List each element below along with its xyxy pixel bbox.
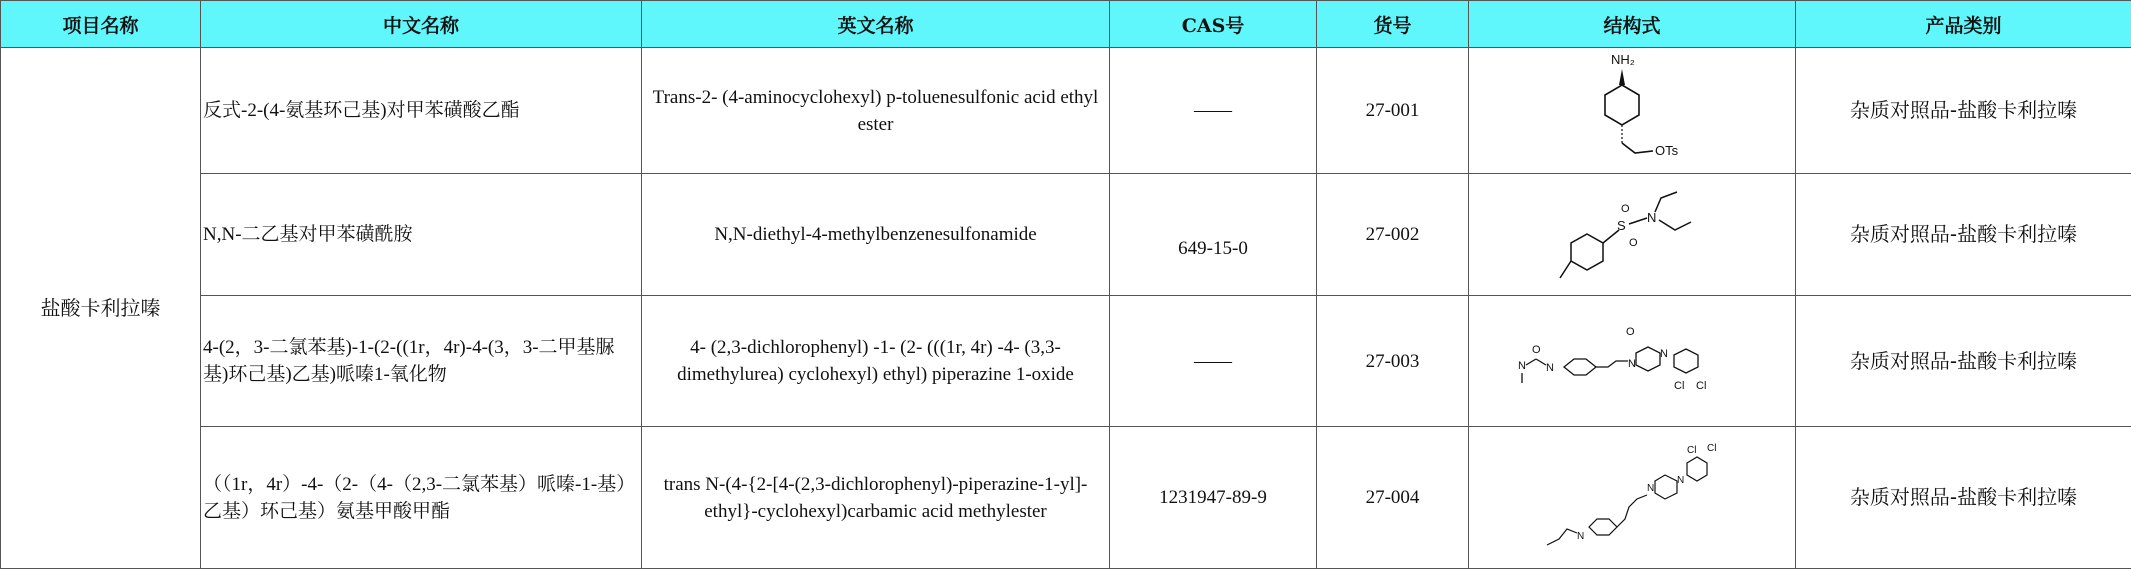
structure-cell [1469, 427, 1796, 569]
category-cell: 杂质对照品-盐酸卡利拉嗪 [1796, 174, 2131, 296]
cas-cell: —— [1110, 296, 1317, 427]
cn-name-cell: （（1r，4r）-4-（2-（4-（2,3-二氯苯基）哌嗪-1-基）乙基）环己基）氨基甲酸甲酯 [201, 427, 642, 569]
header-row [1, 1, 2131, 48]
svg-text:N: N [1677, 474, 1685, 486]
cn-name-cell: N,N-二乙基对甲苯磺酰胺 [201, 174, 642, 296]
svg-text:OTs: OTs [1655, 142, 1679, 158]
structure-image [1557, 182, 1707, 287]
catalog-cell: 27-004 [1317, 427, 1469, 569]
header-catalog: 货号 [1317, 1, 1469, 48]
svg-text:O: O [1621, 203, 1630, 215]
structure-image [1537, 433, 1727, 563]
svg-text:NH₂: NH₂ [1611, 51, 1635, 67]
svg-text:N: N [1660, 348, 1668, 360]
svg-text:S: S [1617, 218, 1626, 233]
svg-text:N: N [1577, 530, 1585, 542]
en-name-cell: Trans-2- (4-aminocyclohexyl) p-toluenesulfonic acid ethyl ester [642, 48, 1110, 174]
cn-name-cell: 4-(2，3-二氯苯基)-1-(2-((1r，4r)-4-(3，3-二甲基脲基)环己基)乙基)哌嗪1-氧化物 [201, 296, 642, 427]
table-row [1, 174, 2131, 296]
svg-text:O: O [1532, 344, 1541, 356]
structure-image [1512, 321, 1752, 401]
svg-text:Cl: Cl [1687, 444, 1697, 456]
structure-image [1567, 51, 1697, 171]
en-name-cell: N,N-diethyl-4-methylbenzenesulfonamide [642, 174, 1110, 296]
catalog-cell: 27-001 [1317, 48, 1469, 174]
table-row [1, 296, 2131, 427]
svg-text:N: N [1628, 358, 1636, 370]
category-cell: 杂质对照品-盐酸卡利拉嗪 [1796, 48, 2131, 174]
en-name-cell: 4- (2,3-dichlorophenyl) -1- (2- (((1r, 4r) -4- (3,3-dimethylurea) cyclohexyl) ethyl) piperazine 1-oxide [642, 296, 1110, 427]
svg-text:Cl: Cl [1696, 380, 1707, 392]
svg-text:Cl: Cl [1707, 442, 1717, 454]
header-en-name: 英文名称 [642, 1, 1110, 48]
svg-text:N: N [1518, 360, 1526, 372]
cas-cell: 649-15-0 [1110, 174, 1317, 296]
project-name-cell: 盐酸卡利拉嗪 [1, 48, 201, 569]
header-project: 项目名称 [1, 1, 201, 48]
table-row [1, 48, 2131, 174]
catalog-cell: 27-002 [1317, 174, 1469, 296]
svg-text:N: N [1546, 362, 1554, 374]
svg-text:O: O [1629, 237, 1638, 249]
structure-cell [1469, 48, 1796, 174]
en-name-cell: trans N-(4-{2-[4-(2,3-dichlorophenyl)-piperazine-1-yl]-ethyl}-cyclohexyl)carbamic acid methylester [642, 427, 1110, 569]
cas-cell: —— [1110, 48, 1317, 174]
svg-text:N: N [1647, 482, 1655, 494]
structure-cell [1469, 174, 1796, 296]
svg-text:O: O [1626, 326, 1635, 338]
header-cn-name: 中文名称 [201, 1, 642, 48]
cas-cell: 1231947-89-9 [1110, 427, 1317, 569]
header-cas: CAS号 [1110, 1, 1317, 48]
structure-cell [1469, 296, 1796, 427]
table-row [1, 427, 2131, 569]
catalog-cell: 27-003 [1317, 296, 1469, 427]
header-category: 产品类别 [1796, 1, 2131, 48]
header-structure: 结构式 [1469, 1, 1796, 48]
category-cell: 杂质对照品-盐酸卡利拉嗪 [1796, 296, 2131, 427]
svg-text:N: N [1647, 210, 1657, 225]
category-cell: 杂质对照品-盐酸卡利拉嗪 [1796, 427, 2131, 569]
svg-text:Cl: Cl [1674, 380, 1685, 392]
cn-name-cell: 反式-2-(4-氨基环己基)对甲苯磺酸乙酯 [201, 48, 642, 174]
